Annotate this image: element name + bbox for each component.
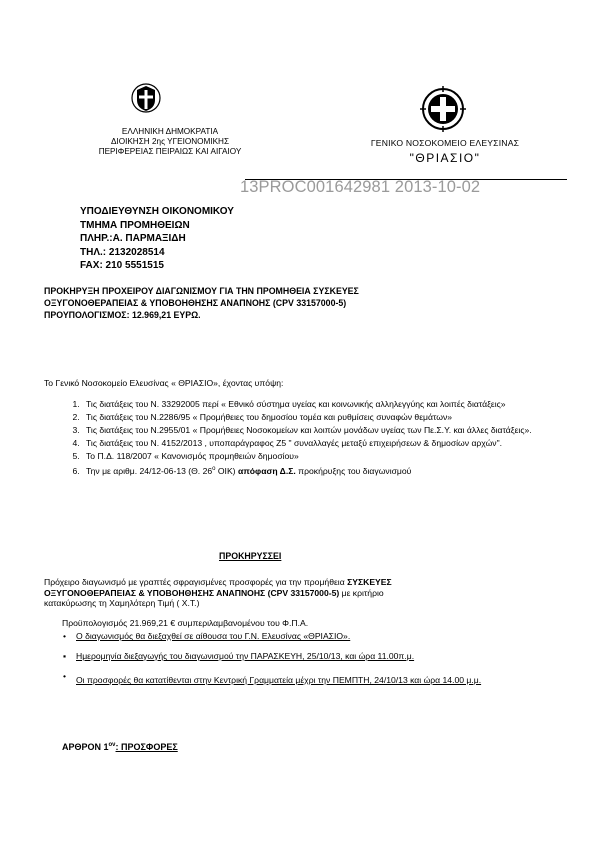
list-item <box>82 464 562 477</box>
country-line: ΕΛΛΗΝΙΚΗ ΔΗΜΟΚΡΑΤΙΑ <box>121 127 219 136</box>
item6-mid: ΟΙΚ) <box>215 465 238 476</box>
budget-text: Προϋπολογισμός 21.969,21 € συμπεριλαμβανομένου του Φ.Π.Α. <box>62 618 309 628</box>
proclaims-heading: ΠΡΟΚΗΡΥΣΣΕΙ <box>219 551 282 561</box>
department-line: ΥΠΟΔΙΕΥΘΥΝΣΗ ΟΙΚΟΝΟΜΙΚΟΥ <box>80 206 234 217</box>
hellenic-republic-emblem-icon <box>131 82 161 112</box>
para-line3: κατακύρωσης τη Χαμηλότερη Τιμή ( Χ.Τ.) <box>44 598 200 608</box>
hospital-header <box>355 138 535 165</box>
subject-line-2: ΟΞΥΓΟΝΟΘΕΡΑΠΕΙΑΣ & ΥΠΟΒΟΗΘΗΣΗΣ ΑΝΑΠΝΟΗΣ (CPV 33157000-5) <box>44 298 347 308</box>
bullet-icon: • <box>63 671 67 681</box>
considerations-list <box>62 399 562 479</box>
bullet-text: Ο διαγωνισμός θα διεξαχθεί σε αίθουσα του Γ.Ν. Ελευσίνας «ΘΡΙΑΣΙΟ». <box>76 631 351 641</box>
health-region-line: ΔΙΟΙΚΗΣΗ 2ης ΥΓΕΙΟΝΟΜΙΚΗΣ <box>110 137 230 146</box>
article-title: ΑΡΘΡΟΝ 1 <box>62 742 109 752</box>
phone-line: ΤΗΛ.: 2132028514 <box>80 246 165 258</box>
bullet-text: Ημερομηνία διεξαγωγής του διαγωνισμού την ΠΑΡΑΣΚΕΥΗ, 25/10/13, και ώρα 11.00π.μ. <box>76 651 415 661</box>
hospital-logo-icon <box>418 84 468 134</box>
article-heading <box>62 742 178 752</box>
list-item: 4. Τις διατάξεις του Ν. 4152/2013 , υποπαράγραφος Ζ5 " συναλλαγές μεταξύ επιχειρήσεων & δημοσίων αρχών". <box>82 438 562 450</box>
budget-line: ΠΡΟΥΠΟΛΟΓΙΣΜΟΣ: 12.969,21 ΕΥΡΩ. <box>44 310 201 320</box>
bullet-text: Οι προσφορές θα κατατίθενται στην Κεντρική Γραμματεία μέχρι την ΠΕΜΠΤΗ, 24/10/13 και ώρα 14.00 μ.μ. <box>76 675 482 685</box>
article-subtitle: : ΠΡΟΣΦΟΡΕΣ <box>115 742 178 752</box>
section-line: ΤΜΗΜΑ ΠΡΟΜΗΘΕΙΩΝ <box>80 219 190 231</box>
para-line1: Πρόχειρο διαγωνισμό με γραπτές σφραγισμένες προσφορές για την προμήθεια <box>44 577 348 587</box>
contact-person-line: ΠΛΗΡ.:Α. ΠΑΡΜΑΞΙΔΗ <box>80 233 186 244</box>
document-id-watermark: 13PROC001642981 2013-10-02 <box>240 178 481 196</box>
para-line1-bold: ΣΥΣΚΕΥΕΣ <box>347 577 392 587</box>
department-block <box>80 205 234 273</box>
para-line2-bold: ΟΞΥΓΟΝΟΘΕΡΑΠΕΙΑΣ & ΥΠΟΒΟΗΘΗΣΗΣ ΑΝΑΠΝΟΗΣ (CPV 33157000-5) <box>44 587 340 598</box>
bullet-icon: • <box>63 631 67 641</box>
item6-sup: ο <box>212 466 216 472</box>
list-item <box>63 630 546 642</box>
item6-pre: Την με αριθμ. 24/12-06-13 (Θ. 26 <box>86 465 213 476</box>
list-item <box>63 650 546 662</box>
bullet-icon: ▪ <box>63 651 67 661</box>
item6-post: προκήρυξης του διαγωνισμού <box>295 465 412 476</box>
intro-text: Το Γενικό Νοσοκομείο Ελευσίνας « ΘΡΙΑΣΙΟ», έχοντας υπόψη: <box>44 378 284 388</box>
list-item <box>63 670 546 690</box>
hospital-name: ΓΕΝΙΚΟ ΝΟΣΟΚΟΜΕΙΟ ΕΛΕΥΣΙΝΑΣ <box>370 138 520 148</box>
hospital-short-name: "ΘΡΙΑΣΙΟ" <box>409 151 481 165</box>
subject-line-1: ΠΡΟΚΗΡΥΞΗ ΠΡΟΧΕΙΡΟΥ ΔΙΑΓΩΝΙΣΜΟΥ ΓΙΑ ΤΗΝ ΠΡΟΜΗΘΕΙΑ ΣΥΣΚΕΥΕΣ <box>44 286 359 296</box>
subject-block <box>44 285 484 321</box>
tender-paragraph <box>44 577 514 609</box>
list-item: 5. Το Π.Δ. 118/2007 « Κανονισμός προμηθειών δημοσίου» <box>82 451 562 463</box>
list-item: 3. Τις διατάξεις του Ν.2955/01 « Προμήθειες Νοσοκομείων και λοιπών μονάδων υγείας των Πε.Σ.Υ. και άλλες διατάξεις». <box>82 425 562 437</box>
list-item: 1. Τις διατάξεις του Ν. 33292005 περί « Εθνικό σύστημα υγείας και κοινωνικής αλληλεγγύης και λοιπές διατάξεις» <box>82 399 562 411</box>
fax-line: FAX: 210 5551515 <box>80 260 164 271</box>
tender-details-list <box>62 630 546 698</box>
item6-bold: απόφαση Δ.Σ. <box>237 465 296 476</box>
article-sup: ον <box>108 742 116 748</box>
para-line2: με κριτήριο <box>339 587 384 598</box>
region-line: ΠΕΡΙΦΕΡΕΙΑΣ ΠΕΙΡΑΙΩΣ ΚΑΙ ΑΙΓΑΙΟΥ <box>98 147 242 156</box>
list-item: 2. Τις διατάξεις του Ν.2286/95 « Προμήθειες του δημοσίου τομέα και ρυθμίσεις συναφών θεμάτων» <box>82 412 562 424</box>
